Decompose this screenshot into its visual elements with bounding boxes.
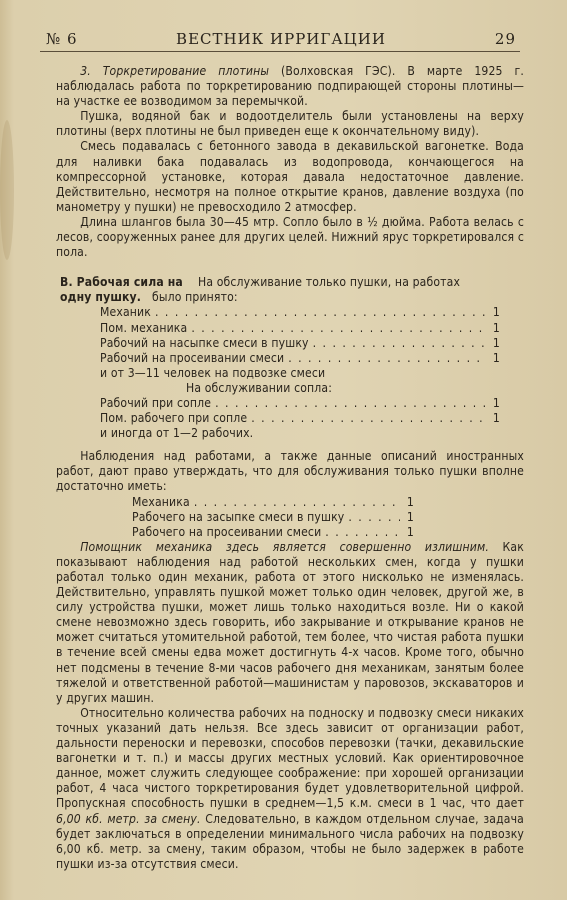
paragraph-workers-count: Относительно количества рабочих на подноску и подвозку смеси никаких точных указаний дать нельзя. Все здесь зависит от организации работ, дальности переноски и перевозки, способов перевозки (тачки, декавильские вагонетки и т. п.) и массы других местных условий. Как ориентировочное данное, может служить следующее соображение: при хорошей организации работ, 4 часа чистого торкретирования будет удовлетворительной цифрой. Пропускная способность пушки в среднем—1,5 к.м. смеси в 1 час, что дает 6,00 кб. метр. за смену. Следовательно, в каждом отдельном случае, задача будет заключаться в определении минимального числа рабочих на подвозку 6,00 кб. метр. за смену, таким образом, чтобы не было задержек в работе пушки из-за отсутствия смеси.	[56, 705, 525, 871]
page-stain	[0, 120, 14, 260]
list-item: Механик . . . 1	[56, 305, 500, 320]
header-rule	[40, 51, 520, 52]
list-item: Рабочий при сопле . . . 1	[56, 396, 500, 411]
list-item: Рабочий на просеивании смеси . . . 1	[56, 351, 500, 366]
issue-number: № 6	[46, 30, 78, 48]
list-subheading: На обслуживании сопла:	[186, 380, 333, 395]
journal-title: ВЕСТНИК ИРРИГАЦИИ	[176, 30, 386, 48]
list-item: Рабочий на насыпке смеси в пушку . . . 1	[56, 336, 500, 351]
crew-list-gun	[56, 305, 524, 441]
list-note: и иногда от 1—2 рабочих.	[100, 426, 254, 441]
list-item: Рабочего на засыпке смеси в пушку . . . 1	[56, 510, 414, 525]
list-item: Пом. механика . . . 1	[56, 321, 500, 336]
section-b-heading: В. Рабочая сила на	[60, 275, 183, 290]
list-item: Рабочего на просеивании смеси . . . 1	[56, 525, 414, 540]
list-item: Механика . . . 1	[56, 495, 414, 510]
section-title-italic: 3. Торкретирование плотины	[80, 64, 270, 78]
list-note: и от 3—11 человек на подвозке смеси	[100, 365, 326, 380]
paragraph-dam-shotcreting: 3. Торкретирование плотины (Волховская ГЭС). В марте 1925 г. наблюдалась работа по торкретированию подпирающей стороны плотины—на участке ее возводимом за перемычкой.	[56, 64, 524, 109]
paragraph-mix-supply: Смесь подавалась с бетонного завода в декавильской вагонетке. Вода для наливки бака подавалась из водопровода, кончающегося на компрессорной установке, которая давала недостаточное давление. Действительно, несмотря на полное открытие кранов, давление воздуха (по манометру у пушки) не превосходило 2 атмосфер.	[56, 139, 524, 214]
paragraph-observations: Наблюдения над работами, а также данные описаний иностранных работ, дают право утверждать, что для обслуживания только пушки вполне достаточно иметь:	[56, 449, 524, 494]
article-body	[56, 64, 524, 872]
section-b-workforce: В. Рабочая сила на На обслуживание только пушки, на работах одну пушку. было принято: Механик . . . 1 Пом. механика . . . 1 Рабочий на насыпке смеси в пушку . . . 1 Рабочий на просеивании смеси . . . 1 и от 3—11 человек на подвозке смеси На обслуживании сопла: Рабочий при сопле . . . 1 Пом. рабочего при сопле . . . 1 и иногда от 1—2 рабочих.	[56, 275, 524, 441]
list-item: Пом. рабочего при сопле . . . 1	[56, 411, 500, 426]
page-header	[46, 30, 516, 50]
paragraph-equipment: Пушка, водяной бак и водоотделитель были установлены на верху плотины (верх плотины не был приведен еще к окончательному виду).	[56, 109, 524, 139]
page-number: 29	[494, 30, 516, 48]
crew-list-recommended	[56, 495, 524, 540]
paragraph-hoses: Длина шлангов была 30—45 мтр. Сопло было в ½ дюйма. Работа велась с лесов, сооруженных ранее для других целей. Нижний ярус торкретировался с пола.	[56, 214, 524, 260]
paragraph-mechanic-assistant: Помощник механика здесь является совершенно излишним. Как показывают наблюдения над работой нескольких смен, когда у пушки работал только один механик, работа от этого нисколько не изменялась. Действительно, управлять пушкой может только один человек, другой же, в силу устройства пушки, может лишь только находиться возле. Ни о какой смене невозможно здесь говорить, ибо закрывание и открывание кранов не может считаться утомительной работой, тем более, что чистая работа пушки в течение всей смены едва может достигнуть 4-х часов. Кроме того, обычно нет подсмены в течение 8-ми часов рабочего дня механикам, занятым более тяжелой и ответственной работой—машинистам у паровозов, экскаваторов и у других машин.	[56, 539, 524, 705]
